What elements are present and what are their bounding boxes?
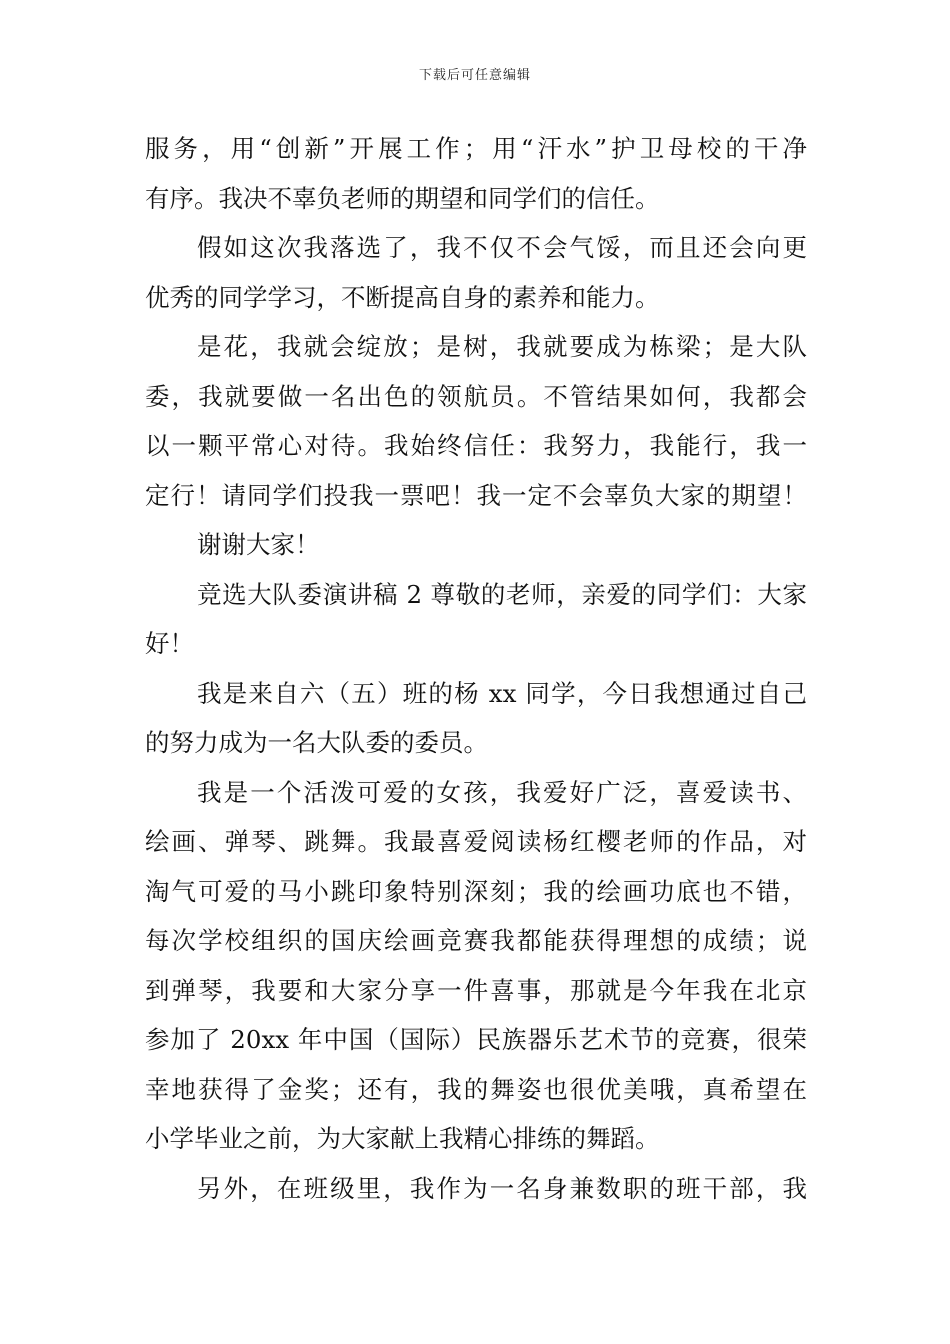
text-line: 好！: [145, 629, 194, 658]
document-body: [145, 124, 807, 1213]
text-line: 假如这次我落选了，我不仅不会气馁，而且还会向更: [197, 233, 807, 262]
text-line: 谢谢大家！: [197, 530, 320, 559]
text-line: 定行！请同学们投我一票吧！我一定不会辜负大家的期望！: [145, 480, 807, 510]
text-line: 绘画、弹琴、跳舞。我最喜爱阅读杨红樱老师的作品，对: [145, 827, 807, 856]
text-line: 另外，在班级里，我作为一名身兼数职的班干部，我: [197, 1173, 807, 1203]
text-line: 到弹琴，我要和大家分享一件喜事，那就是今年我在北京: [145, 975, 807, 1005]
text-line: 委，我就要做一名出色的领航员。不管结果如何，我都会: [145, 381, 807, 411]
text-line: 小学毕业之前，为大家献上我精心排练的舞蹈。: [145, 1124, 660, 1153]
text-line: 幸地获得了金奖；还有，我的舞姿也很优美哦，真希望在: [145, 1074, 807, 1104]
text-line: 我是来自六（五）班的杨 xx 同学，今日我想通过自己: [197, 678, 807, 708]
text-line: 竞选大队委演讲稿 2 尊敬的老师，亲爱的同学们：大家: [197, 579, 807, 609]
text-line: 我是一个活泼可爱的女孩，我爱好广泛，喜爱读书、: [197, 777, 807, 807]
text-line: 参加了 20xx 年中国（国际）民族器乐艺术节的竞赛，很荣: [145, 1025, 807, 1054]
text-line: 有序。我决不辜负老师的期望和同学们的信任。: [145, 183, 660, 213]
text-line: 优秀的同学学习，不断提高自身的素养和能力。: [145, 282, 660, 312]
text-line: 的努力成为一名大队委的委员。: [145, 728, 488, 757]
text-line: 是花，我就会绽放；是树，我就要成为栋梁；是大队: [197, 332, 807, 361]
text-line: 淘气可爱的马小跳印象特别深刻；我的绘画功底也不错，: [145, 876, 807, 906]
text-line: 每次学校组织的国庆绘画竞赛我都能获得理想的成绩；说: [145, 926, 807, 955]
text-line: 以一颗平常心对待。我始终信任：我努力，我能行，我一: [145, 431, 807, 460]
text-line: 服务，用“创新”开展工作；用“汗水”护卫母校的干净: [145, 134, 807, 163]
page-header: 下载后可任意编辑: [418, 68, 531, 83]
